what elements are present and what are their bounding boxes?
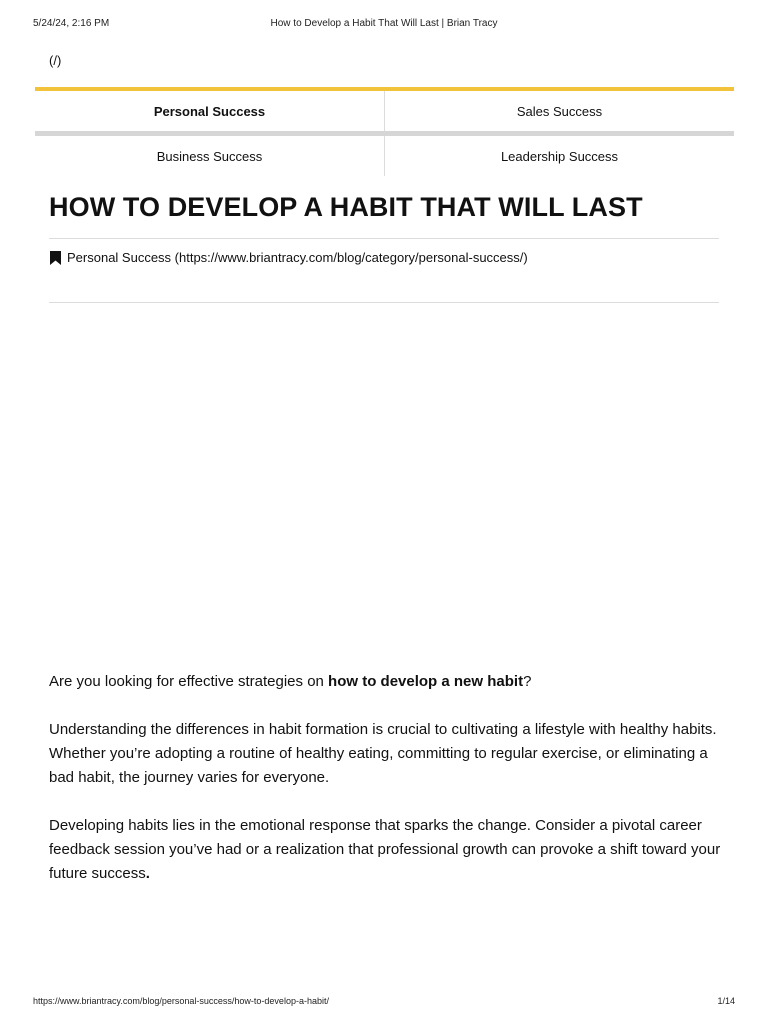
category-link[interactable]: Personal Success (https://www.briantracy.com/blog/category/personal-success/)	[67, 250, 528, 265]
print-title: How to Develop a Habit That Will Last | Brian Tracy	[270, 18, 498, 29]
paragraph-3	[49, 814, 729, 886]
paragraph-3-text: Developing habits lies in the emotional response that sparks the change. Consider a pivotal career feedback session you’ve had or a realization that professional growth can provoke a shift toward your future success	[49, 817, 721, 882]
print-header	[33, 18, 735, 32]
category-link-row	[50, 250, 528, 265]
divider	[49, 302, 719, 303]
nav-item-sales-success[interactable]: Sales Success	[516, 103, 603, 119]
nav-item-business-success[interactable]: Business Success	[35, 136, 385, 176]
article-body	[49, 670, 729, 910]
paragraph-2: Understanding the differences in habit formation is crucial to cultivating a lifestyle with healthy habits. Whether you’re adopting a routine of healthy eating, committing to regular exercise, or eliminating a bad habit, the journey varies for everyone.	[49, 721, 717, 786]
home-link[interactable]: (/)	[49, 53, 62, 68]
print-footer	[33, 996, 735, 1008]
nav-row	[35, 91, 734, 136]
divider	[49, 238, 719, 239]
page-title: HOW TO DEVELOP A HABIT THAT WILL LAST	[49, 192, 643, 222]
nav-item-leadership-success[interactable]: Leadership Success	[500, 148, 619, 164]
page-number: 1/14	[717, 996, 735, 1006]
paragraph-3-end: .	[145, 865, 150, 882]
print-date: 5/24/24, 2:16 PM	[33, 18, 110, 29]
paragraph-1	[49, 670, 729, 694]
paragraph-1-text: Are you looking for effective strategies on	[49, 673, 329, 690]
paragraph-1-end: ?	[523, 673, 532, 690]
print-url: https://www.briantracy.com/blog/personal-success/how-to-develop-a-habit/	[33, 996, 329, 1006]
bookmark-icon	[50, 251, 61, 265]
nav-row	[35, 136, 734, 176]
nav-item-personal-success[interactable]: Personal Success	[35, 91, 385, 131]
category-nav	[35, 87, 734, 176]
paragraph-1-emphasis: how to develop a new habit	[328, 673, 524, 690]
